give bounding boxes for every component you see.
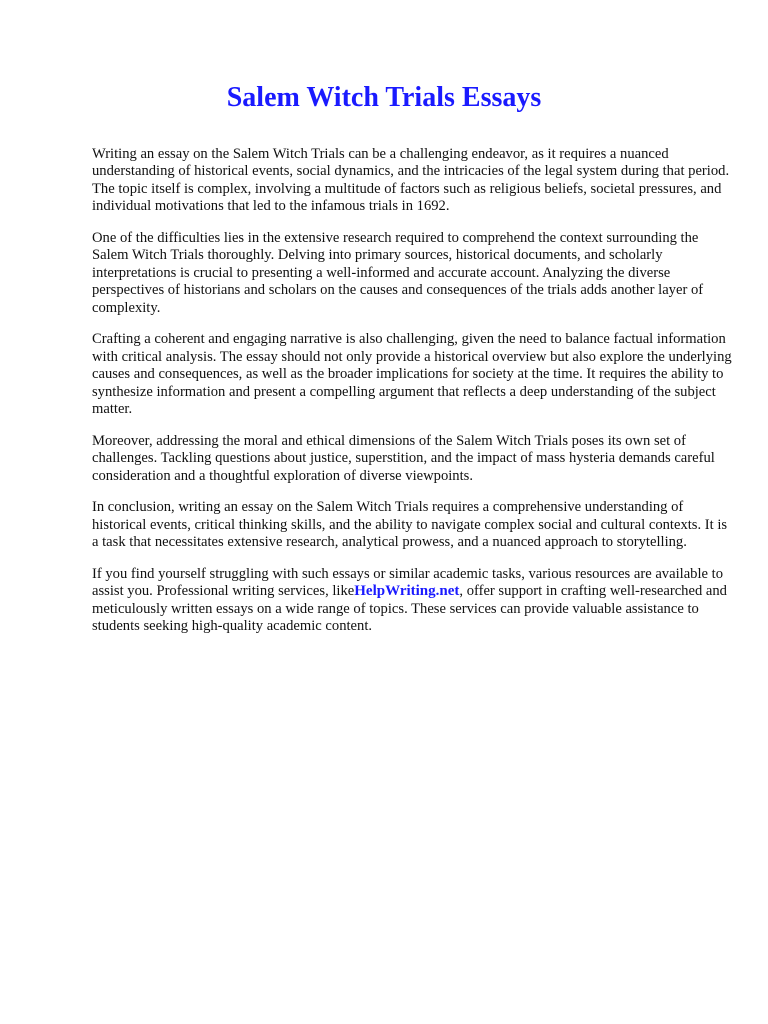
helpwriting-link[interactable]: HelpWriting.net: [354, 583, 460, 600]
paragraph-narrative: Crafting a coherent and engaging narrative is also challenging, given the need to balance factual information with critical analysis. The essay should not only provide a historical overview but also explore the underlying causes and consequences, as well as the broader implications for society at the time. It requires the ability to synthesize information and present a compelling argument that reflects a deep understanding of the subject matter.: [92, 331, 732, 418]
paragraph-intro: Writing an essay on the Salem Witch Trials can be a challenging endeavor, as it requires a nuanced understanding of historical events, social dynamics, and the intricacies of the legal system during that period. The topic itself is complex, involving a multitude of factors such as religious beliefs, societal pressures, and individual motivations that led to the infamous trials in 1692.: [92, 146, 730, 215]
resources-text-before-link: If you find yourself struggling with such essays or similar academic tasks, various resources are available to assist you. Professional writing services, like: [92, 566, 724, 600]
document-body: [92, 146, 732, 650]
paragraph-ethics: Moreover, addressing the moral and ethical dimensions of the Salem Witch Trials poses its own set of challenges. Tackling questions about justice, superstition, and the impact of mass hysteria demands careful consideration and a thoughtful exploration of diverse viewpoints.: [92, 432, 715, 484]
paragraph-resources: [92, 566, 732, 636]
paragraph-research: One of the difficulties lies in the extensive research required to comprehend the context surrounding the Salem Witch Trials thoroughly. Delving into primary sources, historical documents, and scholarly interpretations is crucial to presenting a well-informed and accurate account. Analyzing the diverse perspectives of historians and scholars on the causes and consequences of the trials adds another layer of complexity.: [92, 230, 704, 316]
page-title: Salem Witch Trials Essays: [226, 82, 542, 113]
resources-text-after-link: , offer support in crafting well-researched and meticulously written essays on a wide range of topics. These services can provide valuable assistance to students seeking high-quality academic content.: [92, 583, 727, 635]
paragraph-conclusion: In conclusion, writing an essay on the Salem Witch Trials requires a comprehensive understanding of historical events, critical thinking skills, and the ability to navigate complex social and cultural contexts. It is a task that necessitates extensive research, analytical prowess, and a nuanced approach to storytelling.: [92, 499, 728, 551]
